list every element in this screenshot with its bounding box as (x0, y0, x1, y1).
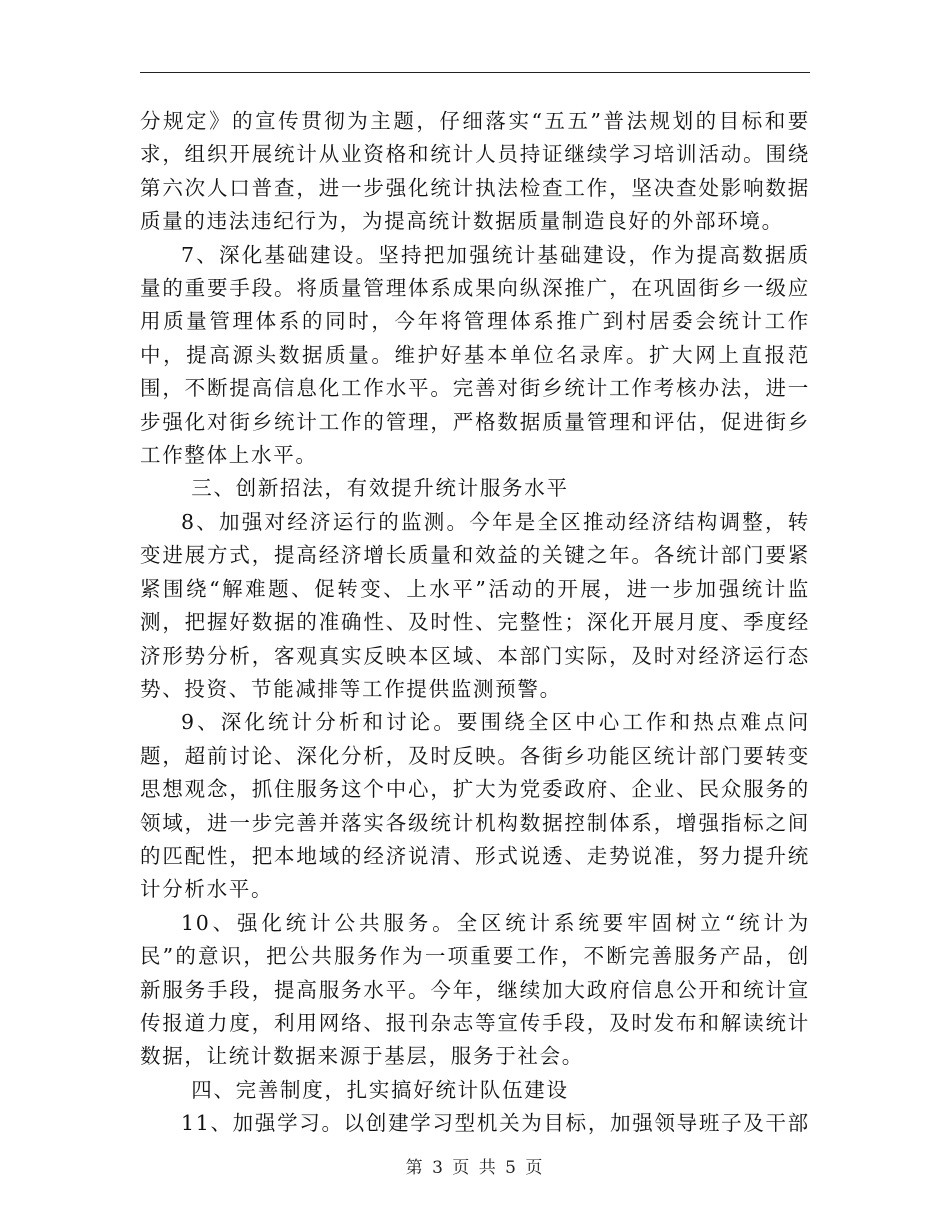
header-rule (140, 72, 810, 73)
section-heading-3: 三、创新招法，有效提升统计服务水平 (191, 476, 569, 501)
paragraph-item-9: 9、深化统计分析和讨论。要围绕全区中心工作和热点难点问题，超前讨论、深化分析，及时反映。各街乡功能区统计部门要转变思想观念，抓住服务这个中心，扩大为党委政府、企业、民众服务的领域，进一步完善并落实各级统计机构数据控制体系，增强指标之间的匹配性，把本地域的经济说清、形式说透、走势说准，努力提升统计分析水平。 (140, 710, 810, 902)
paragraph-item-8: 8、加强对经济运行的监测。今年是全区推动经济结构调整，转变进展方式，提高经济增长质量和效益的关键之年。各统计部门要紧紧围绕“解难题、促转变、上水平”活动的开展，进一步加强统计监测，把握好数据的准确性、及时性、完整性；深化开展月度、季度经济形势分析，客观真实反映本区域、本部门实际，及时对经济运行态势、投资、节能减排等工作提供监测预警。 (140, 509, 810, 701)
paragraph-item-11: 11、加强学习。以创建学习型机关为目标，加强领导班子及干部 (181, 1111, 810, 1136)
paragraph-continuation: 分规定》的宣传贯彻为主题，仔细落实“五五”普法规划的目标和要求，组织开展统计从业资格和统计人员持证继续学习培训活动。围绕第六次人口普查，进一步强化统计执法检查工作，坚决查处影响数据质量的违法违纪行为，为提高统计数据质量制造良好的外部环境。 (140, 109, 810, 234)
document-body (140, 105, 810, 1141)
paragraph-item-7: 7、深化基础建设。坚持把加强统计基础建设，作为提高数据质量的重要手段。将质量管理体系成果向纵深推广，在巩固街乡一级应用质量管理体系的同时，今年将管理体系推广到村居委会统计工作中，提高源头数据质量。维护好基本单位名录库。扩大网上直报范围，不断提高信息化工作水平。完善对街乡统计工作考核办法，进一步强化对街乡统计工作的管理，严格数据质量管理和评估，促进街乡工作整体上水平。 (140, 242, 810, 468)
page-number: 第 3 页 共 5 页 (405, 1158, 545, 1178)
section-heading-4: 四、完善制度，扎实搞好统计队伍建设 (191, 1077, 569, 1102)
paragraph-item-10: 10、强化统计公共服务。全区统计系统要牢固树立“统计为民”的意识，把公共服务作为一项重要工作，不断完善服务产品，创新服务手段，提高服务水平。今年，继续加大政府信息公开和统计宣传报道力度，利用网络、报刊杂志等宣传手段，及时发布和解读统计数据，让统计数据来源于基层，服务于社会。 (140, 910, 810, 1069)
page-footer (0, 1153, 950, 1178)
